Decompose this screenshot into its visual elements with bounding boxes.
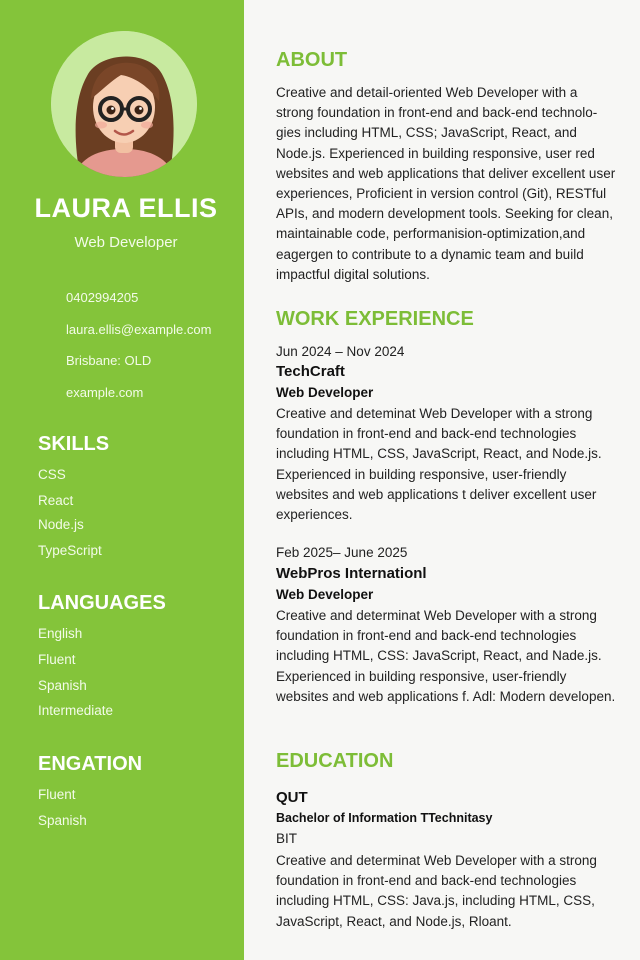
languages-heading: LANGUAGES	[38, 592, 166, 614]
main-content	[244, 0, 640, 960]
contact-phone: 0402994205	[66, 290, 139, 305]
contact-website: example.com	[66, 385, 144, 400]
about-text: Creative and detail-oriented Web Developer with a strong foundation in front-end and back-end technolo-gies including HTML, CSS; JavaScript, React, and Node.js. Experienced in building responsive, user red websites and web applications that deliver excellent user experiences, Proficient in version control (Git), RESTful APIs, and modern development tools. Seeking for clean, maintainable code, performanision-optimization,and eagergen to contribute to a dynamic team and build impactful digital solutions.	[276, 85, 616, 282]
job-company: WebPros Internationl	[276, 565, 427, 582]
job-dates: Feb 2025– June 2025	[276, 545, 408, 560]
job-description: Creative and determinat Web Developer with a strong foundation in front-end and back-end technologies including HTML, CSS: JavaScript, React, and Nade.js. Experienced in building responsive, user-friendly websites and web applications f. Adl: Modern developen.	[276, 608, 616, 704]
work-experience-heading: WORK EXPERIENCE	[276, 308, 474, 330]
language-item: Fluent	[38, 652, 76, 667]
contact-email: laura.ellis@example.com	[66, 322, 212, 337]
language-item: Spanish	[38, 678, 87, 693]
job-title: Web Developer	[276, 587, 374, 602]
engation-heading: ENGATION	[38, 753, 143, 775]
language-item: Intermediate	[38, 703, 114, 718]
engation-item: Fluent	[38, 787, 76, 802]
education-degree: Bachelor of Information TTechnitasy	[276, 811, 493, 825]
skill-item: TypeScript	[38, 543, 102, 558]
skill-item: React	[38, 493, 74, 508]
about-heading: ABOUT	[276, 49, 348, 71]
cartoon-woman-with-glasses-avatar-icon	[51, 31, 197, 177]
contact-location: Brisbane: OLD	[66, 353, 152, 368]
skill-item: CSS	[38, 467, 66, 482]
job-description: Creative and deteminat Web Developer with a strong foundation in front-end and back-end technologies including HTML, CSS, JavaScript, React, and Node.js. Experienced in building responsive, user-friendly websites and web applications t deliver excellent user experiences.	[276, 406, 602, 523]
skills-heading: SKILLS	[38, 433, 110, 455]
skill-item: Node.js	[38, 517, 84, 532]
language-item: English	[38, 626, 83, 641]
candidate-role: Web Developer	[74, 234, 178, 251]
sidebar	[0, 0, 244, 960]
engation-item: Spanish	[38, 813, 87, 828]
avatar	[51, 31, 197, 177]
candidate-name: LAURA ELLIS	[34, 193, 218, 223]
education-heading: EDUCATION	[276, 750, 394, 772]
job-dates: Jun 2024 – Nov 2024	[276, 344, 405, 359]
education-description: Creative and determinat Web Developer with a strong foundation in front-end and back-end technologies including HTML, CSS: Java.js, including HTML, CSS, JavaScript, React, and Node.js, Rloant.	[276, 853, 597, 929]
job-company: TechCraft	[276, 363, 345, 380]
education-school: QUT	[276, 789, 308, 806]
job-title: Web Developer	[276, 385, 374, 400]
education-degree-abbreviation: BIT	[276, 831, 298, 846]
